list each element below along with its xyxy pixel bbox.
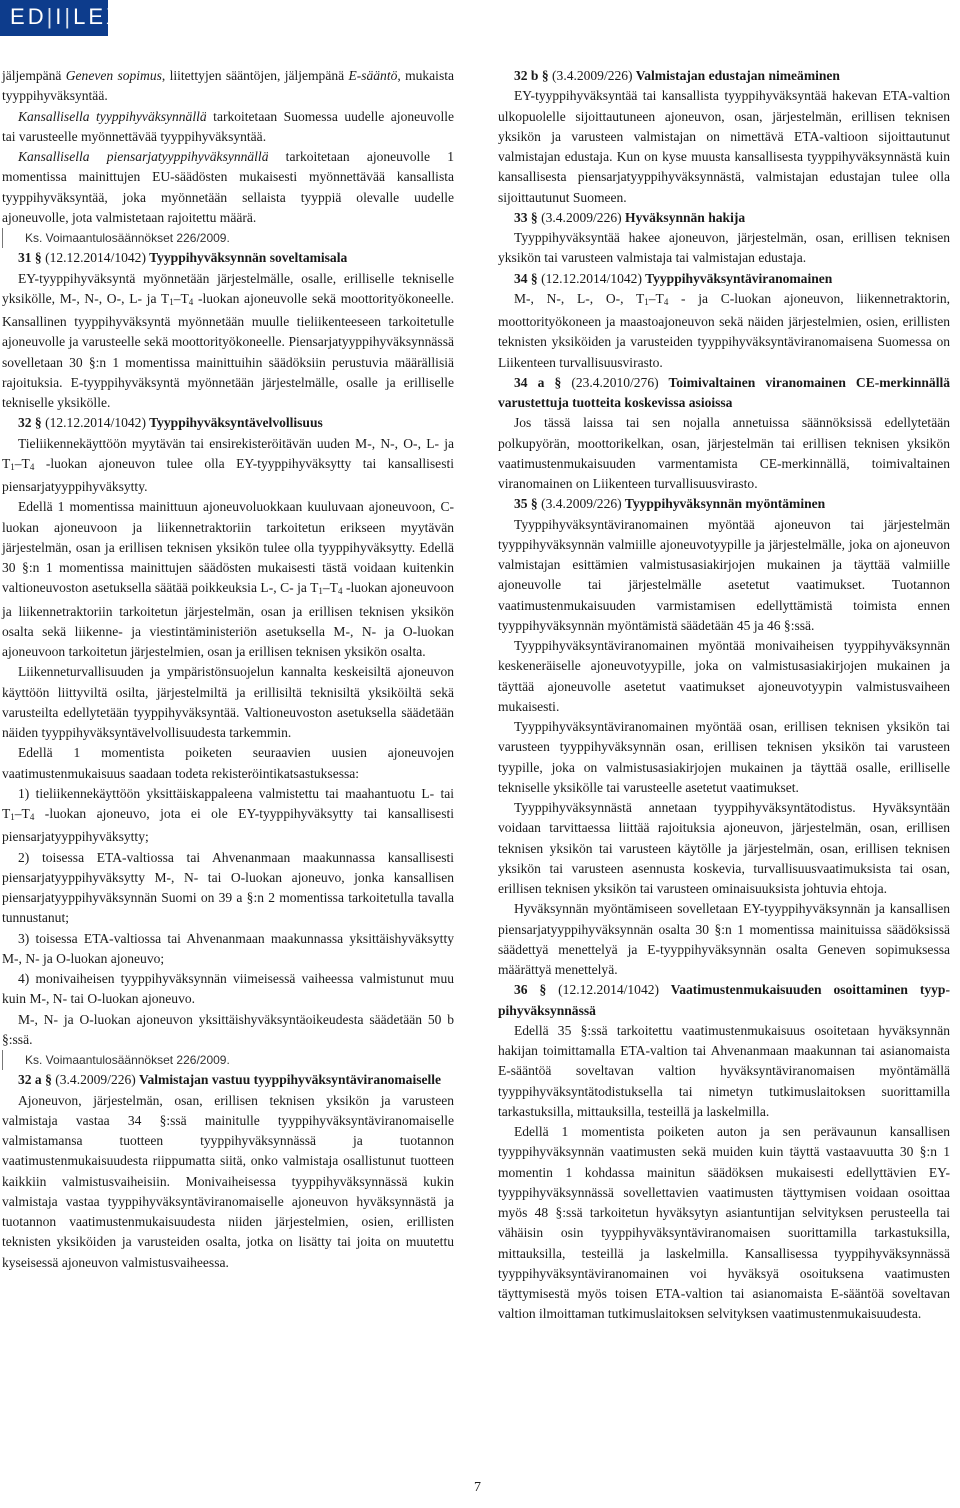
section-title: Vaatimustenmukaisuuden osoittaminen tyyp- pihyväksynnässä — [498, 982, 950, 1018]
paragraph — [2, 969, 454, 1010]
logo-text — [10, 4, 124, 30]
paragraph — [2, 1010, 454, 1051]
paragraph — [498, 1021, 950, 1122]
amendment-reference: (23.4.2010/276) — [571, 374, 659, 390]
paragraph — [498, 515, 950, 637]
logo-letter: E — [88, 4, 107, 29]
text-run: Tyyppihyväksyntäviranomainen myöntää ajoneuvon tai järjestelmän tyyppihyväksynnän valmiille ajoneuvotyypille ja järjestelmälle, joka on ajoneuvon valmistajan esittämien valmistusasiakirjojen mukainen ja täyttää valmiille ajoneuvolle tai järjestelmälle asetetut vaatimukset. Tuotannon vaatimustenmukaisuuden varmistamisen edellyttämistä toimista ennen tyyppihyväksynnän myöntämistä säädetään 45 ja 46 §:ssä. — [498, 516, 950, 633]
text-run: M-, N- ja O-luokan ajoneuvon yksittäishyväksyntäoikeudesta säädetään 50 b §:ssä. — [2, 1011, 454, 1047]
subscript: 1 — [318, 586, 323, 597]
section-number: 34 a § — [514, 374, 562, 390]
text-run: - ja C-luokan ajoneuvon, liikennetraktorin, moottorityökoneen ja maastoajoneuvon sekä näiden järjestelmien, osien, erillisten teknisten yksiköiden ja varusteiden tyyppihyväksyntäviranomaisena Suomessa on Liikenteen turvallisuusvirasto. — [498, 290, 950, 370]
text-run: Edellä 1 momentissa mainittuun ajoneuvoluokkaan kuuluvaan ajoneuvoon, C-luokan ajoneuvoon ja liikennetraktoriin tarkoitetun erikseen myytävän järjestelmän, osan ja erillisen teknisen yksikön tulee olla tyyppihyväksytty. Edellä 30 §:n 1 momentissa mainittujen säädösten mukaisesti tästä voidaan kuitenkin valtioneuvoston asetuksella säätää poikkeuksia L-, C- ja T — [2, 499, 454, 596]
section-title: Hyväksynnän hakija — [625, 209, 746, 225]
section-title: Tyyppihyväksyntäviranomainen — [645, 270, 833, 286]
text-run: Edellä 1 momentista poiketen seuraavien uusien ajoneuvojen vaatimustenmukaisuus saadaan todeta rekisteröintikatsastuksessa: — [2, 745, 454, 781]
text-run: 1) tieliikennekäyttöön yksittäiskappaleena valmistettu tai maahantuotu L- tai T — [2, 785, 454, 821]
paragraph — [498, 1122, 950, 1325]
paragraph — [498, 899, 950, 980]
section-title: Valmistajan vastuu tyyppihyväksyntäviranomaiselle — [138, 1072, 442, 1088]
logo-letter: L — [73, 4, 89, 29]
paragraph — [2, 269, 454, 414]
paragraph — [2, 929, 454, 970]
paragraph — [2, 147, 454, 228]
text-run: 2) toisessa ETA-valtiossa tai Ahvenanmaan maakunnassa kansallisesti piensarjatyyppihyväksytty M-, N- tai O-luokan ajoneuvo, jonka kansallisen piensarjatyyppihyväksynnän Suomi on 39 a §:n 2 momentissa tarkoitetulla tavalla tunnustanut; — [2, 849, 454, 926]
subscript: 1 — [169, 296, 174, 307]
text-run: Edellä 1 momentista poiketen auton ja sen perävaunun kansallisen tyyppihyväksynnän vaatimusten sekä muiden kuin täyttä vastaavuutta 30 §:n 1 momentin 1 kohdassa mainitun säädöksen mukaisesti edellyttävien EY-tyyppihyväksynnässä sovellettavien vaatimusten täyttymisen voidaan osoittaa myös 48 §:ssä tarkoitetun hyväksytyn asiantuntijan selvityksen perusteella tai vähäisin osin tyyppihyväksyntäviranomaisen suorittamilla tarkastuksilla, mittauksilla, testeillä ja laskelmilla. Kansallisessa tyyppihyväksynnässä tyyppihyväksyntäviranomainen voi hyväksyä osoituksena vaatimusten täyttymisestä myös toisen ETA-valtion tai asianomaista E-sääntöä soveltavan valtion ilmoittaman tutkimuslaitoksen selvityksen vaatimustenmukaisuudesta. — [498, 1124, 950, 1322]
text-run: M-, N-, L-, O-, T — [514, 290, 645, 306]
amendment-reference: (12.12.2014/1042) — [558, 982, 660, 998]
logo-separator: | — [64, 4, 74, 29]
text-run: , liitettyjen sääntöjen, jäljempänä — [161, 68, 349, 83]
section-title: Tyyppihyväksyntävelvollisuus — [149, 415, 323, 431]
section-heading — [498, 66, 950, 86]
text-run: -luokan ajoneuvoon ja liikennetraktoriin tarkoitetun järjestelmän, osan ja erillisen teknisen yksikön osalta sekä liikenne- ja viestintäministeriön asetuksella M-, N- ja O-luokan ajoneuvoon tarkoitetun järjestelmien, osan ja erillisen teknisen yksikön osalta. — [2, 580, 455, 659]
section-heading — [498, 208, 950, 228]
section-title: Tyyppihyväksynnän myöntäminen — [624, 496, 826, 512]
section-number: 33 § — [514, 209, 538, 225]
section-number: 35 § — [514, 496, 538, 512]
logo-letter: X — [106, 4, 124, 29]
section-heading — [2, 413, 454, 433]
text-run: -luokan ajoneuvon tulee olla EY-tyyppihyväksytty tai kansallisesti piensarjatyyppihyväksytty. — [2, 455, 454, 494]
paragraph — [2, 784, 454, 848]
logo-separator: | — [46, 4, 56, 29]
section-number: 32 b § — [514, 68, 549, 83]
amendment-reference: (3.4.2009/226) — [541, 209, 622, 225]
paragraph — [2, 848, 454, 929]
text-run: EY-tyyppihyväksyntää tai kansallista tyyppihyväksyntää hakevan ETA-valtion ulkopuolelle sijoittautuneen ajoneuvon, osan, järjestelmän, erillisen teknisen yksikön ja varusteen valmistajan on nimettävä ETA-valtioon sijoittautunut valmistajan edustaja. Kun on kyse muusta kansallisesta tyyppihyväksynnästä kuin kansallisesta piensarjatyyppihyväksynnästä, valmistajan edustajan tulee olla sijoittautunut Suomeen. — [498, 88, 950, 205]
paragraph — [2, 107, 454, 148]
subscript: 1 — [10, 461, 15, 472]
section-number: 34 § — [514, 270, 538, 286]
text-run: Tyyppihyväksynnästä annetaan tyyppihyväksyntätodistus. Hyväksyntään voidaan tarvittaessa liittää rajoituksia ajoneuvon, järjestelmän, osan, erillisen teknisen yksikön tai varusteen käytölle ja järjestelmän, osan, erillisen teknisen yksikön tai varusteen asennusta koskevia, turvallisuusvaatimuksista tai osan, erillisen teknisen yksikön tai varusteen ominaisuuksista johtuvia ehtoja. — [498, 800, 950, 896]
section-heading — [498, 373, 950, 414]
amendment-reference: (12.12.2014/1042) — [541, 270, 642, 286]
text-run: tarkoitetaan Suomessa uudelle ajoneuvolle tai varusteelle myönnettävää tyyppihyväksyntää. — [2, 108, 454, 144]
paragraph — [498, 228, 950, 269]
text-run: Hyväksynnän myöntämiseen sovelletaan EY-tyyppihyväksynnän ja kansallisen piensarjatyyppihyväksynnän osalta 30 §:n 1 momentissa mainituissa säädöksissä säädettyä menettelyä ja E-tyyppihyväksynnän osalta Geneven sopimuksessa määrättyä menettelyä. — [498, 901, 950, 977]
text-run: Ajoneuvon, järjestelmän, osan, erillisen teknisen yksikön ja varusteen valmistaja vastaa 34 §:ssä mainitulle tyyppihyväksyntäviranomaiselle valmistamansa tuotteen tyyppihyväksynnässä ja tuotannon vaatimustenmukaisuudesta riippumatta siitä, onko valmistaja osallistunut tuotteen kaikkiin valmistusvaiheisiin. Monivaiheisessa tyyppihyväksynnässä kukin valmistaja vastaa tyyppihyväksyntäviranomaiselle ajoneuvon hyväksynnästä ja tuotannon vaatimustenmukaisuudesta niiden järjestelmien, osien, erillisten teknisten yksiköiden ja varusteiden osalta, jotka on lisätty tai joita on muutettu kyseisessä ajoneuvon valmistusvaiheessa. — [2, 1092, 454, 1270]
text-run: , mukaista tyyppihyväksyntää. — [2, 68, 454, 104]
paragraph — [498, 86, 950, 208]
amendment-reference: (3.4.2009/226) — [552, 68, 633, 83]
text-run: -luokan ajoneuvolle sekä moottorityökoneelle. Kansallinen tyyppihyväksyntä myönnetään muulle tieliikenteeseen tarkoitetulle ajoneuvolle ja varusteelle sekä moottorityökoneelle. Piensarjatyyppihyväksynnässä sovelletaan 30 §:n 1 momentissa mainittuihin säädöksiin perustuvia määrällisiä rajoituksia. E-tyyppihyväksyntä myönnetään järjestelmälle, osalle ja erilliselle tekniselle yksikölle. — [2, 290, 454, 410]
text-run: -luokan ajoneuvo, jota ei ole EY-tyyppihyväksytty tai kansallisesti piensarjatyyppihyväksytty; — [2, 806, 454, 845]
text-run: EY-tyyppihyväksyntä myönnetään järjestelmälle, osalle, erilliselle tekniselle yksikölle, M-, N-, O-, L- ja T — [2, 270, 454, 306]
text-run: Tyyppihyväksyntää hakee ajoneuvon, järjestelmän, osan, erillisen teknisen yksikön tai varusteen valmistaja tai valmistajan edustaja. — [498, 230, 950, 266]
paragraph — [498, 289, 950, 373]
text-run: Tyyppihyväksyntäviranomainen myöntää osan, erillisen teknisen yksikön tai varusteen tyyppihyväksynnän osan, erillisen teknisen yksikön tai varusteen tyypille, joka on valmistusasiakirjojen mukainen ja täyttää osalle, erilliselle tekniselle yksikölle tai varusteelle asetetut vaatimukset. — [498, 719, 950, 795]
left-column — [2, 66, 454, 1273]
section-number: 32 § — [18, 415, 42, 431]
text-run: –T — [14, 806, 30, 821]
subscript: 1 — [644, 296, 649, 307]
text-run: Tyyppihyväksyntäviranomainen myöntää monivaiheisen tyyppihyväksynnän keskeneräiselle ajoneuvotyypille, joka on valmistusasiakirjojen mukainen ja täyttää ajoneuvolle asetetut vaatimukset ajoneuvotyypin valmistusvaiheen mukaisesti. — [498, 638, 950, 714]
paragraph — [498, 798, 950, 899]
subscript: 4 — [663, 296, 669, 307]
section-heading — [2, 1070, 454, 1090]
section-heading — [498, 269, 950, 289]
defined-term: Kansallisella tyyppihyväksynnällä — [18, 108, 207, 124]
page-number: 7 — [474, 1480, 481, 1495]
amendment-reference: (12.12.2014/1042) — [45, 250, 146, 266]
paragraph — [2, 497, 454, 662]
text-run: 4) monivaiheisen tyyppihyväksynnän viimeisessä vaiheessa valmistunut muu kuin M-, N- tai O-luokan ajoneuvo. — [2, 971, 454, 1007]
section-number: 32 a § — [18, 1072, 52, 1088]
defined-term: Geneven sopimus — [65, 68, 162, 83]
subscript: 4 — [29, 812, 35, 822]
section-heading — [498, 494, 950, 514]
logo-letter: D — [27, 4, 47, 29]
amendment-reference: (12.12.2014/1042) — [45, 415, 146, 431]
reference-note: Ks. Voimaantulosäännökset 226/2009. — [2, 1050, 454, 1070]
text-run: tarkoitetaan ajoneuvolle 1 momentissa mainittujen EU-säädösten mukaisesti myönnettävää kansallista tyyppihyväksyntää, joka myönnetään sellaista tyyppiä olevalle uudelle ajoneuvolle, jota valmistetaan rajoitettu määrä. — [2, 149, 454, 225]
paragraph — [2, 66, 454, 107]
reference-note: Ks. Voimaantulosäännökset 226/2009. — [2, 228, 454, 248]
section-heading — [498, 980, 950, 1021]
defined-term: E-sääntö — [348, 68, 398, 83]
paragraph — [498, 413, 950, 494]
text-run: Edellä 35 §:ssä tarkoitettu vaatimustenmukaisuus osoitetaan hyväksynnän hakijan toimittamalla ETA-valtion tai Ahvenanmaan maakunnan tai asianomaista E-sääntöä soveltavan valtion hyväksyntäviranomaisen myöntämällä tyyppihyväksyntätodistuksella tai nimetyn tutkimuslaitoksen suorittamilla tarkastuksilla, mittauksilla, testeillä ja laskelmilla. — [498, 1022, 950, 1119]
section-number: 36 § — [514, 982, 547, 998]
subscript: 4 — [337, 586, 343, 597]
section-title: Toimivaltainen viranomainen CE-merkinnällä varustettuja tuotteita koskevissa asioissa — [498, 374, 950, 410]
section-heading — [2, 248, 454, 268]
subscript: 1 — [10, 812, 15, 822]
text-run: Jos tässä laissa tai sen nojalla annetuissa säännöksissä edellytetään polkupyörän, moottorikelkan, osan, järjestelmän tai erillisen teknisen yksikön vaatimustenmukaisuuden varmentamista CE-merkinnällä, toimivaltainen viranomainen on Liikenteen turvallisuusvirasto. — [498, 415, 950, 491]
logo-letter: I — [55, 4, 65, 29]
logo-letter: E — [10, 4, 28, 29]
edilex-logo — [0, 0, 124, 36]
text-run: –T — [648, 290, 664, 306]
section-title: Tyyppihyväksynnän soveltamisala — [149, 250, 348, 266]
paragraph — [498, 636, 950, 717]
subscript: 4 — [188, 296, 194, 307]
text-run: –T — [14, 455, 30, 471]
paragraph — [498, 717, 950, 798]
amendment-reference: (3.4.2009/226) — [55, 1072, 136, 1088]
text-run: –T — [322, 580, 338, 596]
text-run: 3) toisessa ETA-valtiossa tai Ahvenanmaan maakunnassa yksittäishyväksytty M-, N- ja O-luokan ajoneuvo; — [2, 930, 454, 966]
paragraph — [2, 662, 454, 743]
amendment-reference: (3.4.2009/226) — [541, 496, 622, 512]
text-run: –T — [173, 290, 189, 306]
defined-term: Kansallisella piensarjatyyppihyväksynnällä — [18, 149, 269, 164]
paragraph — [2, 1091, 454, 1273]
text-run: Liikenneturvallisuuden ja ympäristönsuojelun kannalta keskeisiltä ajoneuvon käyttöön liittyviltä osilta, järjestelmiltä ja erillisiltä teknisiltä yksiköiltä sekä varusteilta edellytetään tyyppihyväksyntää. Valtioneuvoston asetuksella säädetään näiden tyyppihyväksyntävelvollisuudesta tarkemmin. — [2, 664, 454, 740]
section-number: 31 § — [18, 250, 42, 266]
subscript: 4 — [29, 461, 35, 472]
text-run: Tieliikennekäyttöön myytävän tai ensirekisteröitävän uuden M-, N-, O-, L- ja T — [2, 435, 454, 471]
paragraph — [2, 743, 454, 784]
text-run: jäljempänä — [2, 68, 66, 83]
right-column — [498, 66, 950, 1325]
paragraph — [2, 434, 454, 498]
section-title: Valmistajan edustajan nimeäminen — [635, 68, 840, 83]
